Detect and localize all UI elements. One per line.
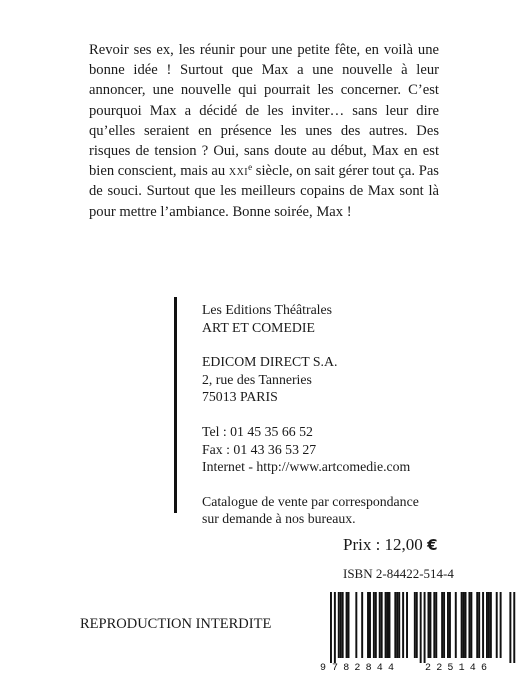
reproduction-notice: REPRODUCTION INTERDITE	[80, 616, 272, 632]
fax: Fax : 01 43 36 53 27	[202, 441, 317, 457]
barcode-bar	[488, 592, 490, 658]
barcode-bar	[513, 592, 515, 663]
barcode-bar	[463, 592, 465, 658]
barcode-bar	[334, 592, 336, 663]
barcode-bar	[476, 592, 478, 658]
barcode-bar	[396, 592, 398, 658]
barcode-bar	[500, 592, 502, 658]
barcode-bar	[340, 592, 342, 658]
barcode-bar	[373, 592, 375, 658]
telephone: Tel : 01 45 35 66 52	[202, 423, 313, 439]
barcode-bar	[330, 592, 332, 663]
vertical-rule	[174, 297, 177, 513]
barcode-bar	[420, 592, 422, 663]
publisher-imprint: ART ET COMEDIE	[202, 319, 315, 335]
barcode-right-digits: 225146	[425, 663, 493, 674]
blurb-text-1: Revoir ses ex, les réunir pour une petite fête, en voilà une bonne idée ! Surtout que Max a une nouvelle à leur annoncer, une nouvelle qui pourrait les concerner. C’est pourquoi Max a décidé de les inviter… sans leur dire qu’elles seraient en présence les unes des autres. Des risques de tension ? Oui, sans doute au début, Max en est bien conscient, mais au	[89, 42, 439, 180]
back-cover-blurb	[89, 40, 439, 222]
barcode-bar	[509, 592, 511, 663]
price-label: Prix : 12,00	[343, 535, 423, 554]
barcode-bar	[416, 592, 418, 658]
barcode-first-digit: 9	[320, 663, 327, 674]
century-superscript: e	[248, 162, 253, 173]
barcode-bar	[379, 592, 381, 658]
address-street: 2, rue des Tanneries	[202, 371, 312, 387]
barcode-bar	[449, 592, 451, 658]
barcode-bar	[387, 592, 389, 658]
barcode-bar	[435, 592, 437, 658]
barcode-bar	[496, 592, 498, 658]
barcode-bar	[381, 592, 383, 658]
publisher-block	[202, 301, 502, 528]
euro-sign: €	[427, 536, 438, 554]
isbn: ISBN 2-84422-514-4	[343, 566, 454, 581]
barcode-bar	[441, 592, 443, 658]
barcode-bar	[389, 592, 391, 658]
barcode-bar	[406, 592, 408, 658]
catalogue-note-2: sur demande à nos bureaux.	[202, 511, 356, 527]
barcode-bar	[468, 592, 470, 658]
website: Internet - http://www.artcomedie.com	[202, 459, 411, 475]
barcode-bar	[394, 592, 396, 658]
barcode-bar	[342, 592, 344, 658]
barcode-bar	[465, 592, 467, 658]
barcode-bar	[478, 592, 480, 658]
barcode-bar	[443, 592, 445, 658]
barcode-bar	[369, 592, 371, 658]
barcode-bar	[355, 592, 357, 658]
publisher-name: Les Editions Théâtrales	[202, 302, 333, 317]
barcode-bar	[470, 592, 472, 658]
barcode-bar	[424, 592, 426, 663]
barcode-bar	[348, 592, 350, 658]
barcode-bar	[398, 592, 400, 658]
barcode-bar	[402, 592, 404, 658]
barcode-bar	[433, 592, 435, 658]
barcode-bar	[375, 592, 377, 658]
barcode-bar	[447, 592, 449, 658]
barcode-left-digits: 782844	[332, 663, 400, 674]
barcode	[318, 588, 524, 675]
blurb-text-2: siècle, on sait gérer tout ça. Pas de souci. Surtout que les meilleurs copains de Max sont là pour mettre l’ambiance. Bonne soirée, Max !	[89, 163, 439, 220]
barcode-bar	[486, 592, 488, 658]
barcode-bar	[367, 592, 369, 658]
barcode-bar	[429, 592, 431, 658]
barcode-bar	[385, 592, 387, 658]
barcode-bars	[330, 592, 515, 663]
barcode-bar	[338, 592, 340, 658]
barcode-bar	[346, 592, 348, 658]
century-numeral: xxi	[228, 163, 249, 180]
barcode-bar	[482, 592, 484, 658]
barcode-bar	[461, 592, 463, 658]
barcode-bar	[361, 592, 363, 658]
barcode-bar	[490, 592, 492, 658]
catalogue-note-1: Catalogue de vente par correspondance	[202, 493, 419, 509]
distributor-name: EDICOM DIRECT S.A.	[202, 354, 338, 370]
address-city: 75013 PARIS	[202, 389, 278, 405]
barcode-bar	[455, 592, 457, 658]
price	[343, 535, 438, 555]
barcode-bar	[414, 592, 416, 658]
barcode-bar	[428, 592, 430, 658]
